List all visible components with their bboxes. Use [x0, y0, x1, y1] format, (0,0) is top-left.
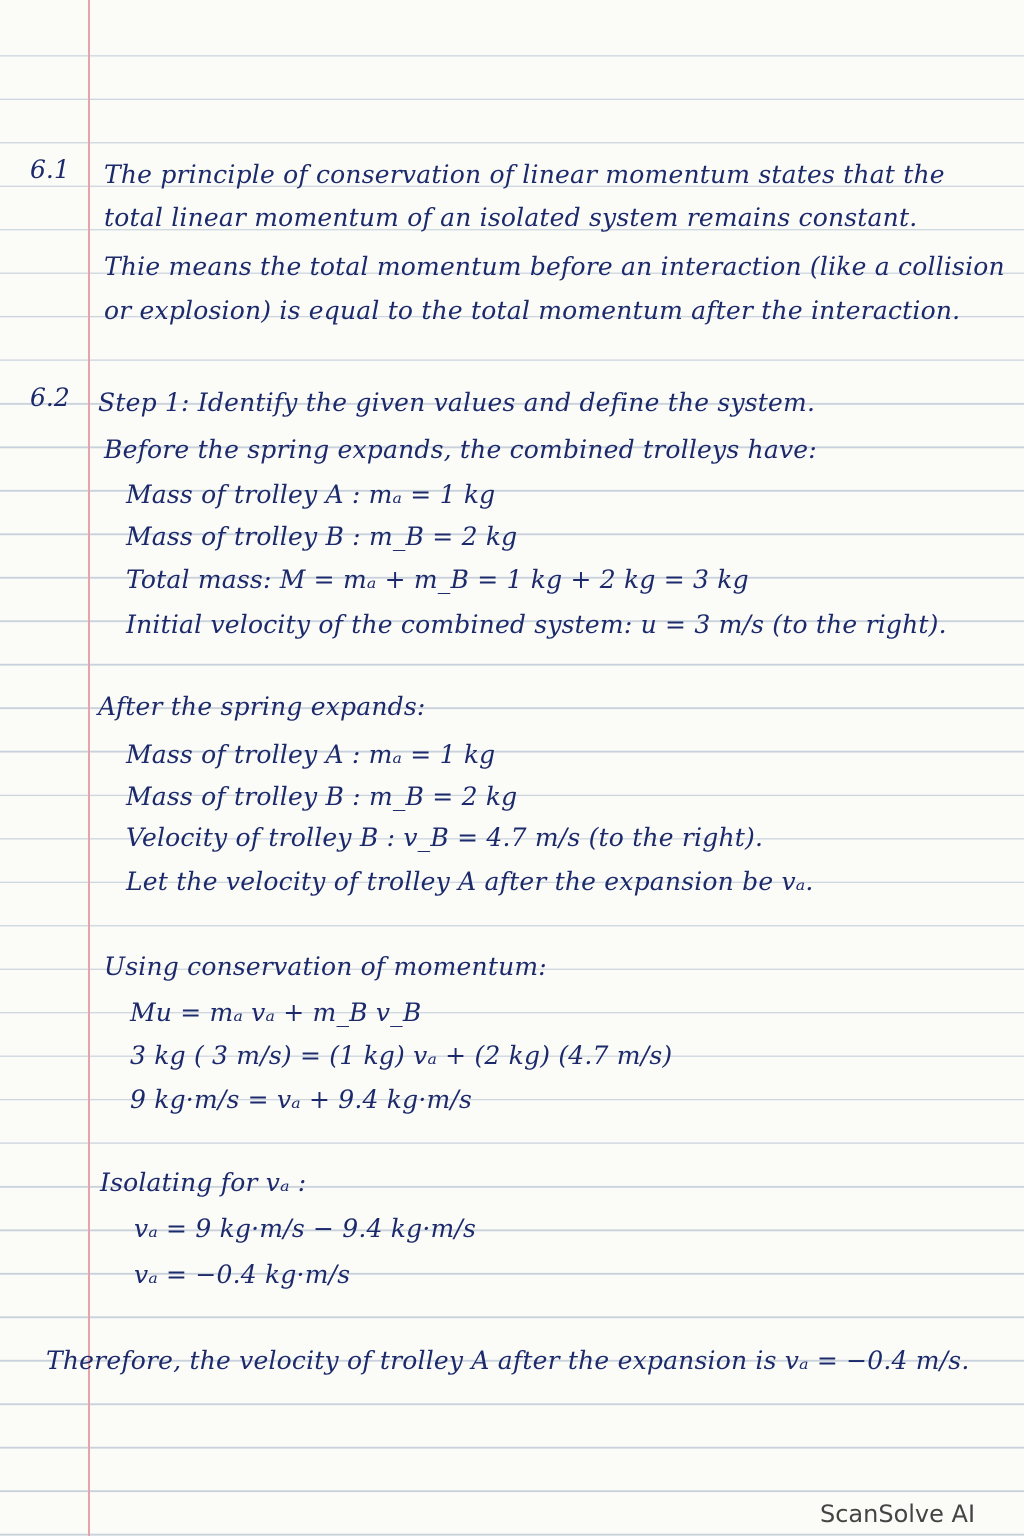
- before-intro: Before the spring expands, the combined trolleys have:: [104, 435, 817, 464]
- after-mass-a: Mass of trolley A : mₐ = 1 kg: [126, 740, 496, 769]
- margin-line: [88, 0, 90, 1536]
- let-velocity-a: Let the velocity of trolley A after the expansion be vₐ.: [126, 867, 814, 896]
- equation-2: 3 kg ( 3 m/s) = (1 kg) vₐ + (2 kg) (4.7 m/s): [130, 1041, 673, 1070]
- s61-line-1: The principle of conservation of linear momentum states that the: [104, 160, 945, 189]
- before-mass-b: Mass of trolley B : m_B = 2 kg: [126, 522, 518, 551]
- s61-line-3: Thie means the total momentum before an interaction (like a collision: [104, 252, 1005, 281]
- isolating-intro: Isolating for vₐ :: [100, 1168, 307, 1197]
- section-number-6-2: 6.2: [30, 383, 70, 412]
- conclusion: Therefore, the velocity of trolley A after the expansion is vₐ = −0.4 m/s.: [46, 1346, 970, 1375]
- s61-line-2: total linear momentum of an isolated system remains constant.: [104, 203, 918, 232]
- step1-heading: Step 1: Identify the given values and define the system.: [98, 388, 816, 417]
- initial-velocity: Initial velocity of the combined system: u = 3 m/s (to the right).: [126, 610, 947, 639]
- velocity-b: Velocity of trolley B : v_B = 4.7 m/s (to the right).: [126, 823, 764, 852]
- before-mass-a: Mass of trolley A : mₐ = 1 kg: [126, 480, 496, 509]
- equation-4: vₐ = 9 kg·m/s − 9.4 kg·m/s: [134, 1214, 477, 1243]
- after-intro: After the spring expands:: [98, 692, 426, 721]
- watermark: ScanSolve AI: [820, 1500, 976, 1528]
- s61-line-4: or explosion) is equal to the total momentum after the interaction.: [104, 296, 961, 325]
- equation-5: vₐ = −0.4 kg·m/s: [134, 1260, 351, 1289]
- equation-3: 9 kg·m/s = vₐ + 9.4 kg·m/s: [130, 1085, 473, 1114]
- section-number-6-1: 6.1: [30, 155, 70, 184]
- total-mass: Total mass: M = mₐ + m_B = 1 kg + 2 kg = 3 kg: [126, 565, 749, 594]
- conservation-intro: Using conservation of momentum:: [104, 952, 547, 981]
- equation-1: Mu = mₐ vₐ + m_B v_B: [130, 998, 422, 1027]
- after-mass-b: Mass of trolley B : m_B = 2 kg: [126, 782, 518, 811]
